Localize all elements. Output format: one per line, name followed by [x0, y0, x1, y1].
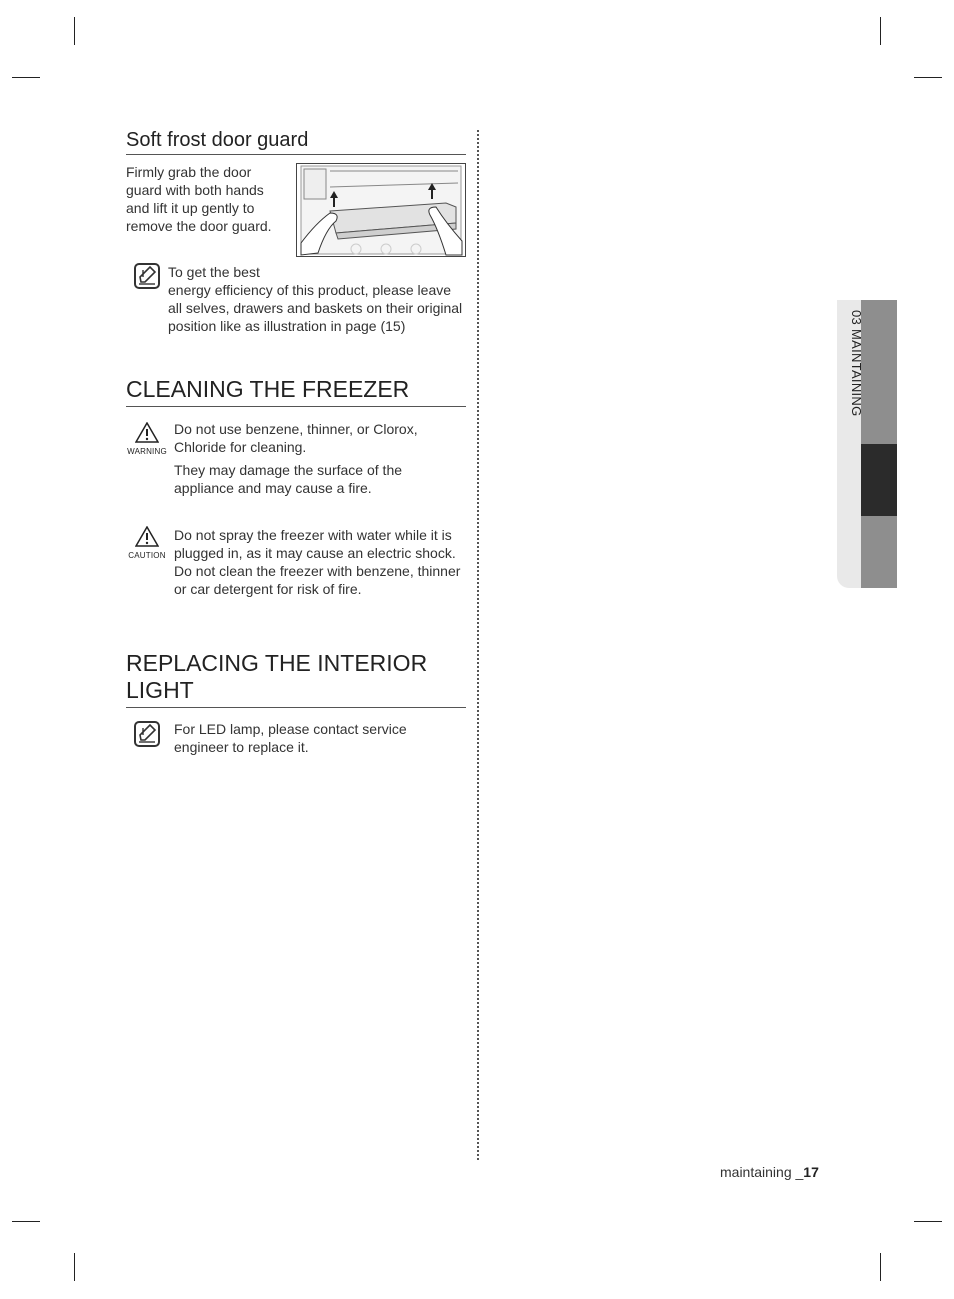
crop-mark: [74, 17, 75, 45]
crop-mark: [74, 1253, 75, 1281]
crop-mark: [12, 77, 40, 78]
section-heading-door-guard: Soft frost door guard: [126, 129, 466, 155]
crop-mark: [880, 1253, 881, 1281]
section-heading-cleaning: CLEANING THE FREEZER: [126, 376, 466, 407]
caution-label: CAUTION: [128, 551, 166, 560]
crop-mark: [914, 1221, 942, 1222]
caution-text: Do not spray the freezer with water while it is plugged in, as it may cause an electric shock. Do not clean the freezer with benzene, thinner or car detergent for risk of fire.: [174, 527, 461, 597]
crop-mark: [12, 1221, 40, 1222]
page-number: 17: [803, 1164, 819, 1180]
crop-mark: [914, 77, 942, 78]
section-heading-interior-light: REPLACING THE INTERIOR LIGHT: [126, 650, 466, 708]
caution-triangle-icon: [124, 526, 170, 560]
chapter-tab: [837, 300, 897, 588]
crop-mark: [880, 17, 881, 45]
column-divider: [477, 130, 479, 1160]
note-text: energy efficiency of this product, please leave all selves, drawers and baskets on their original position like as illustration in page (15): [168, 282, 463, 334]
page-footer: [720, 1164, 819, 1180]
door-guard-instructions: Firmly grab the door guard with both hands and lift it up gently to remove the door guard.: [126, 164, 272, 234]
note-pencil-icon: [134, 263, 160, 289]
warning-text: They may damage the surface of the appliance and may cause a fire.: [174, 462, 403, 496]
chapter-tab-label: 03 MAINTAINING: [849, 310, 864, 417]
note-text: For LED lamp, please contact service engineer to replace it.: [174, 721, 407, 755]
warning-text: Do not use benzene, thinner, or Clorox, Chloride for cleaning.: [174, 421, 418, 455]
warning-label: WARNING: [127, 447, 167, 456]
note-pencil-icon: [134, 721, 160, 747]
door-guard-illustration: [296, 163, 466, 257]
note-text: To get the best: [168, 264, 260, 280]
footer-section-name: maintaining _: [720, 1164, 804, 1180]
warning-triangle-icon: [124, 422, 170, 456]
